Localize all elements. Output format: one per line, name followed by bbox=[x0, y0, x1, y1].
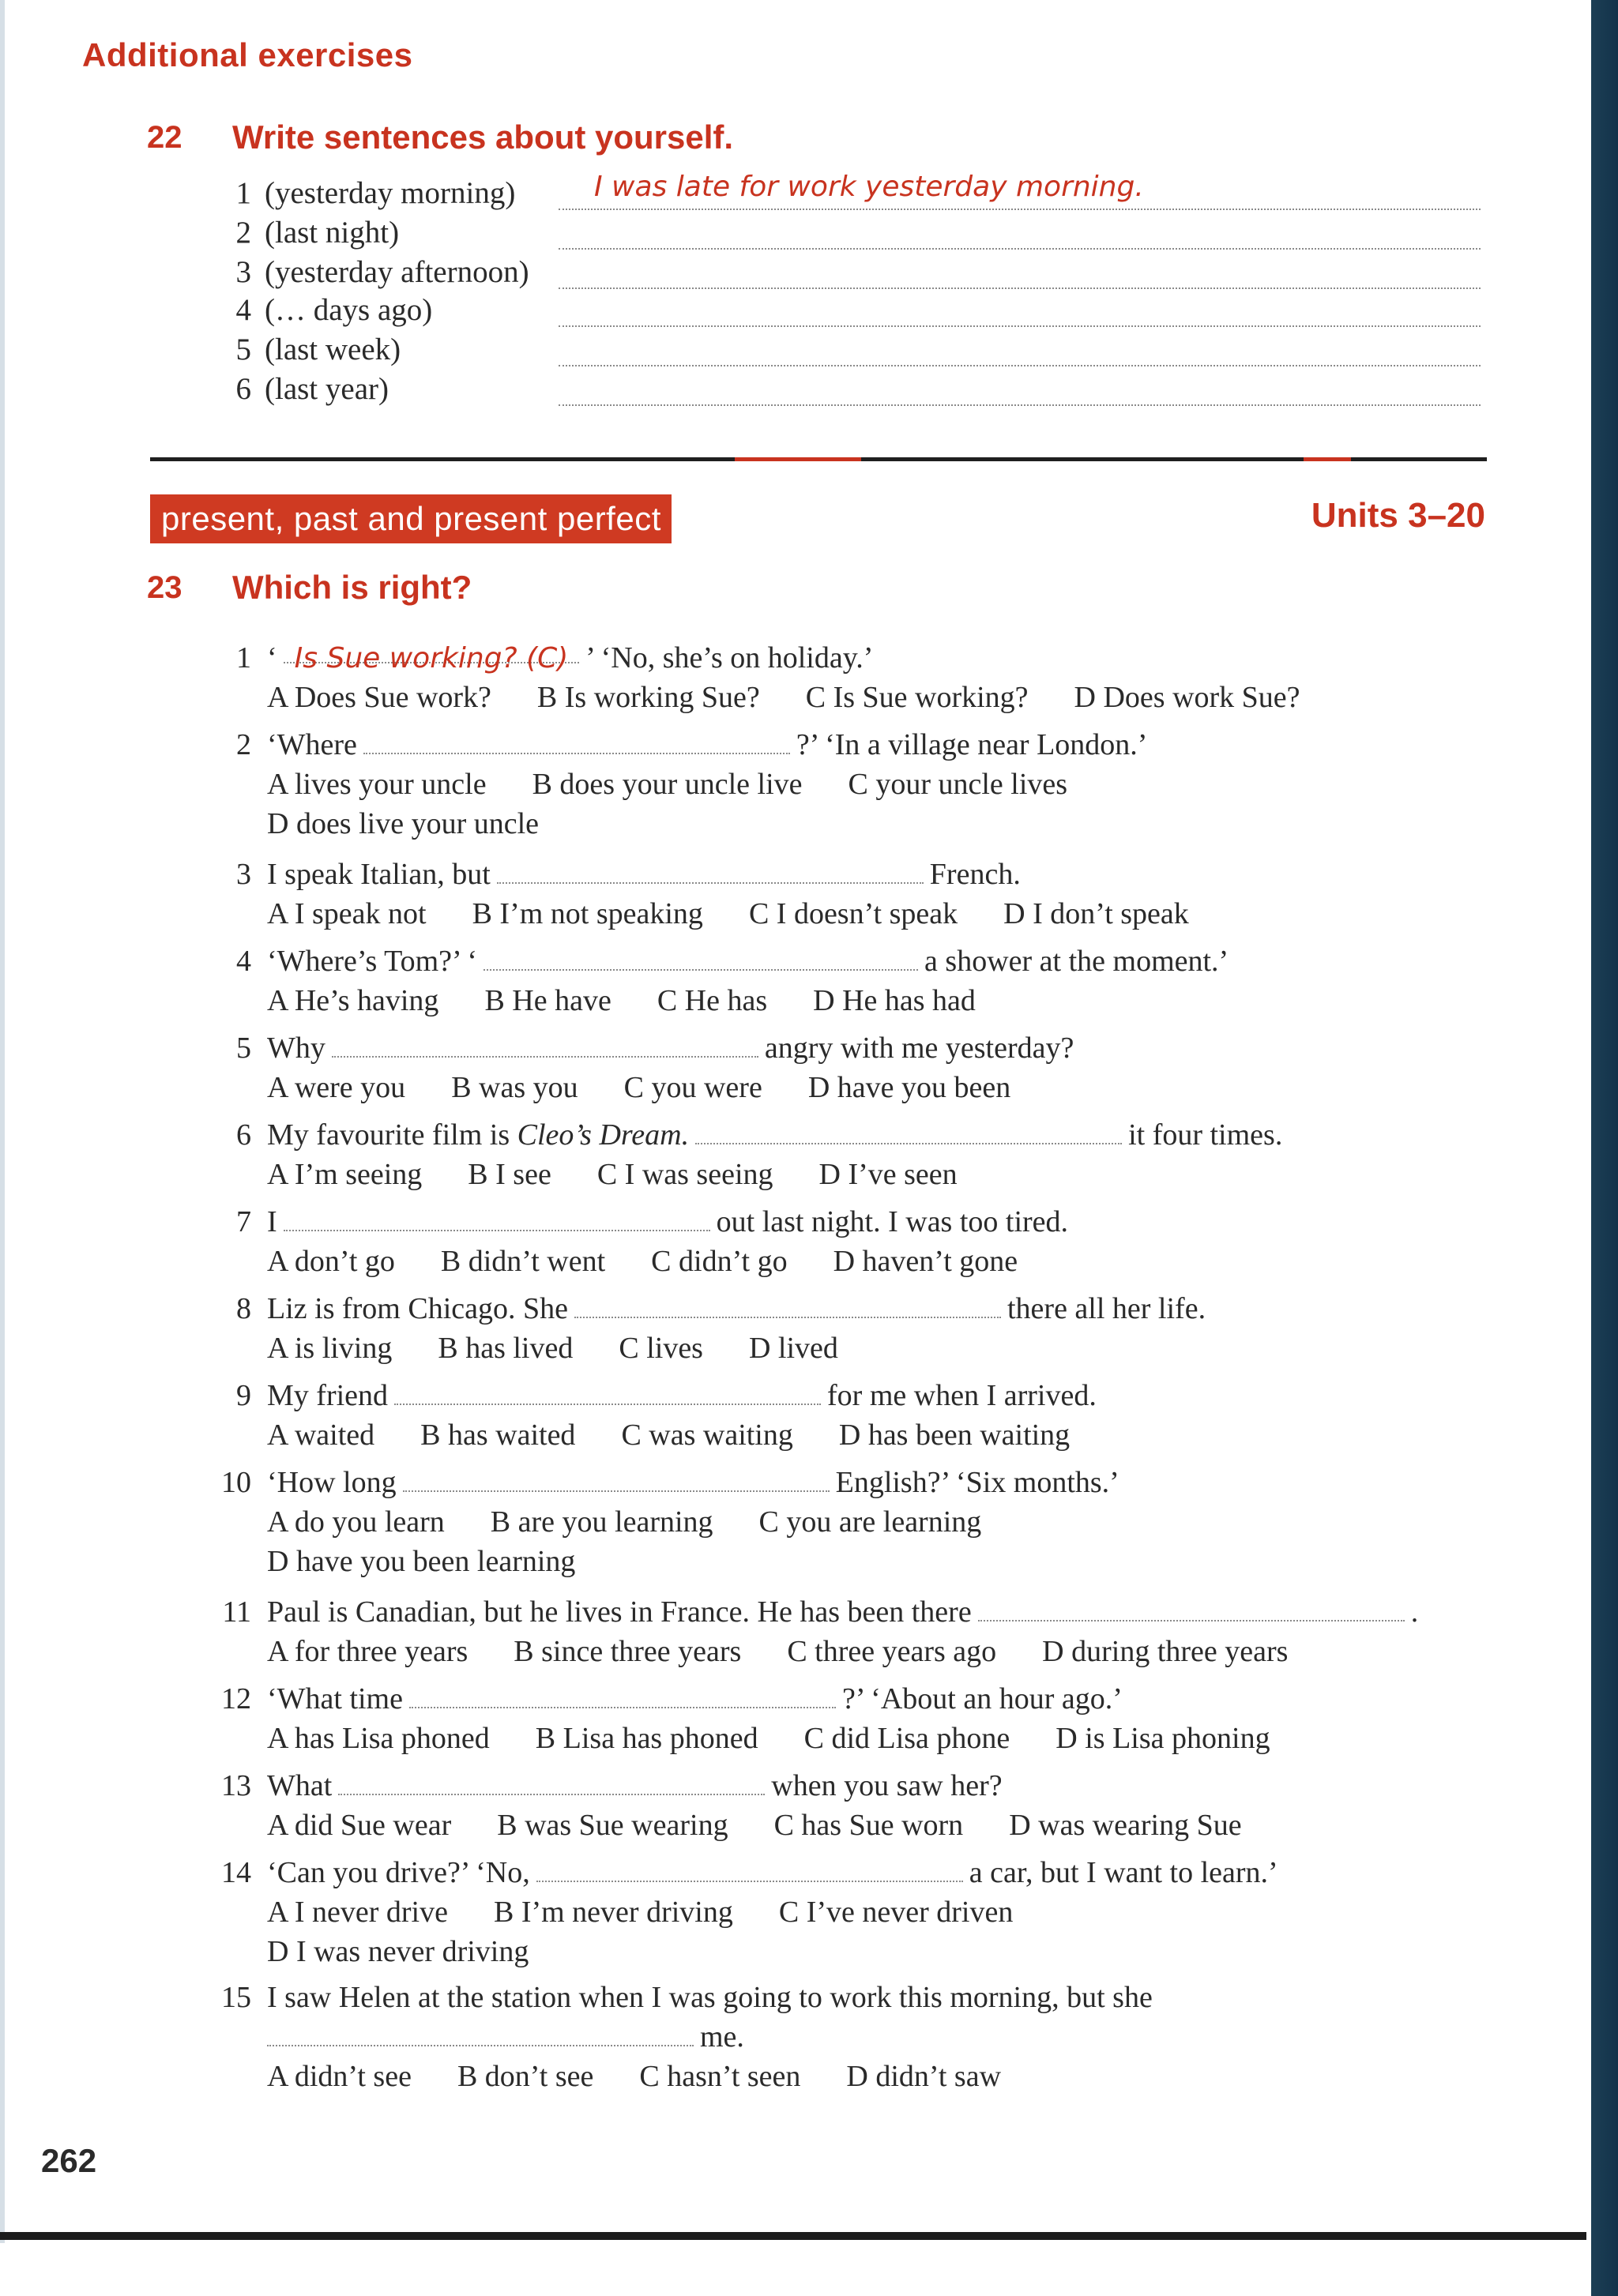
question-text-after: it four times. bbox=[1128, 1118, 1283, 1152]
question-number: 12 bbox=[221, 1682, 251, 1715]
option-d[interactable]: D I don’t speak bbox=[1003, 897, 1189, 930]
question-text-before: ‘How long bbox=[267, 1466, 397, 1499]
option-c[interactable]: C your uncle lives bbox=[848, 768, 1068, 801]
exercise-22-row bbox=[0, 171, 1618, 213]
question-text-after: there all her life. bbox=[1007, 1292, 1206, 1325]
option-d[interactable]: D is Lisa phoning bbox=[1055, 1722, 1270, 1755]
question-sentence-line2 bbox=[267, 2017, 744, 2057]
option-c[interactable]: C you are learning bbox=[758, 1505, 982, 1539]
answer-blank[interactable] bbox=[574, 1293, 1001, 1318]
item-number: 6 bbox=[235, 372, 251, 406]
answer-options bbox=[267, 1806, 1288, 1845]
option-d[interactable]: D has been waiting bbox=[838, 1419, 1071, 1452]
option-d[interactable]: D Does work Sue? bbox=[1074, 681, 1300, 714]
answer-options-line2 bbox=[267, 804, 585, 844]
page-header: Additional exercises bbox=[82, 36, 413, 73]
option-a[interactable]: A I never drive bbox=[267, 1896, 448, 1929]
option-c[interactable]: C I doesn’t speak bbox=[748, 897, 958, 930]
answer-blank[interactable] bbox=[332, 1032, 758, 1058]
exercise-22-row bbox=[0, 291, 1618, 330]
question-number: 7 bbox=[236, 1205, 251, 1238]
item-number: 1 bbox=[235, 176, 251, 210]
option-b[interactable]: B Lisa has phoned bbox=[535, 1722, 758, 1755]
option-c[interactable]: C was waiting bbox=[621, 1419, 793, 1452]
question-text-before: Paul is Canadian, but he lives in France. He has been there bbox=[267, 1595, 972, 1629]
option-d[interactable]: D during three years bbox=[1042, 1635, 1289, 1668]
prompt-text: (… days ago) bbox=[265, 293, 433, 327]
option-c[interactable]: C I’ve never driven bbox=[778, 1896, 1014, 1929]
answer-options bbox=[267, 1328, 884, 1368]
option-b[interactable]: B was Sue wearing bbox=[497, 1809, 728, 1842]
question-text-before: ‘Where’s Tom?’ ‘ bbox=[267, 945, 478, 978]
question-text-after: when you saw her? bbox=[771, 1769, 1003, 1802]
option-a[interactable]: A lives your uncle bbox=[267, 768, 487, 801]
option-c[interactable]: C didn’t go bbox=[651, 1245, 788, 1278]
option-d[interactable]: D was wearing Sue bbox=[1009, 1809, 1242, 1842]
option-c[interactable]: C three years ago bbox=[787, 1635, 997, 1668]
option-a[interactable]: A I speak not bbox=[267, 897, 427, 930]
option-b[interactable]: B are you learning bbox=[490, 1505, 713, 1539]
question-sentence bbox=[267, 1592, 1418, 1632]
answer-blank[interactable] bbox=[403, 1467, 830, 1492]
section-units: Units 3–20 bbox=[1311, 496, 1485, 535]
question-text-before: I bbox=[267, 1205, 277, 1238]
answer-line[interactable] bbox=[559, 216, 1481, 250]
option-a[interactable]: A for three years bbox=[267, 1635, 468, 1668]
item-number: 2 bbox=[235, 216, 251, 250]
answer-blank[interactable] bbox=[284, 1206, 710, 1231]
film-title: Cleo’s Dream. bbox=[517, 1118, 690, 1152]
bottom-rule bbox=[0, 2232, 1586, 2240]
answer-options bbox=[267, 1632, 1334, 1671]
option-a[interactable]: A I’m seeing bbox=[267, 1158, 423, 1191]
question-text-before: Why bbox=[267, 1032, 325, 1065]
option-c[interactable]: C has Sue worn bbox=[773, 1809, 964, 1842]
option-a[interactable]: A did Sue wear bbox=[267, 1809, 452, 1842]
exercise-22-row bbox=[0, 370, 1618, 409]
question-sentence bbox=[267, 1853, 1278, 1892]
answer-blank[interactable] bbox=[484, 945, 918, 971]
question-text-before: I saw Helen at the station when I was going to work this morning, but she bbox=[267, 1981, 1153, 2014]
question-sentence bbox=[267, 1978, 1153, 2017]
answer-options-line2 bbox=[267, 1542, 621, 1581]
prompt-text: (yesterday morning) bbox=[265, 176, 516, 210]
answer-blank[interactable] bbox=[409, 1683, 836, 1708]
question-sentence bbox=[267, 1289, 1206, 1328]
handwritten-answer: I was late for work yesterday morning. bbox=[594, 171, 1144, 203]
option-b[interactable]: B I see bbox=[468, 1158, 551, 1191]
question-number: 15 bbox=[221, 1981, 251, 2014]
question-text-before: ‘ bbox=[267, 641, 277, 675]
option-c[interactable]: C hasn’t seen bbox=[639, 2060, 801, 2093]
question-text-after: . bbox=[1410, 1595, 1419, 1629]
option-c[interactable]: C I was seeing bbox=[596, 1158, 773, 1191]
question-text-before: What bbox=[267, 1769, 333, 1802]
option-b[interactable]: B didn’t went bbox=[440, 1245, 606, 1278]
question-number: 5 bbox=[236, 1032, 251, 1065]
answer-line[interactable] bbox=[559, 256, 1481, 289]
question-text-after: ?’ ‘In a village near London.’ bbox=[796, 728, 1148, 761]
option-a[interactable]: A were you bbox=[267, 1071, 406, 1104]
answer-options bbox=[267, 678, 1346, 717]
answer-options bbox=[267, 1068, 1056, 1107]
option-a[interactable]: A do you learn bbox=[267, 1505, 445, 1539]
question-text-before: My favourite film is bbox=[267, 1118, 510, 1152]
option-b[interactable]: B don’t see bbox=[457, 2060, 594, 2093]
item-number: 3 bbox=[235, 255, 251, 289]
question-number: 9 bbox=[236, 1379, 251, 1412]
answer-blank[interactable] bbox=[695, 1119, 1122, 1144]
option-c[interactable]: C lives bbox=[619, 1332, 703, 1365]
answer-line[interactable] bbox=[559, 333, 1481, 366]
answer-blank[interactable] bbox=[363, 729, 790, 754]
section-tag: present, past and present perfect bbox=[150, 494, 672, 543]
exercise-23-number: 23 bbox=[147, 570, 182, 605]
option-b[interactable]: B has waited bbox=[420, 1419, 576, 1452]
answer-blank[interactable] bbox=[284, 638, 580, 675]
page-number: 262 bbox=[41, 2142, 97, 2179]
question-sentence bbox=[267, 1766, 1003, 1806]
option-a[interactable]: A has Lisa phoned bbox=[267, 1722, 490, 1755]
option-d[interactable]: D lived bbox=[748, 1332, 838, 1365]
answer-options bbox=[267, 894, 1235, 934]
option-b[interactable]: B He have bbox=[484, 984, 611, 1017]
option-c[interactable]: C did Lisa phone bbox=[803, 1722, 1010, 1755]
question-sentence bbox=[267, 1376, 1097, 1415]
question-text-after: English?’ ‘Six months.’ bbox=[835, 1466, 1119, 1499]
exercise-23-title: Which is right? bbox=[232, 569, 472, 606]
exercise-22-row bbox=[0, 213, 1618, 253]
question-sentence bbox=[267, 1463, 1119, 1502]
question-sentence bbox=[267, 638, 873, 678]
option-d[interactable]: D does live your uncle bbox=[267, 807, 540, 840]
option-d[interactable]: D haven’t gone bbox=[833, 1245, 1018, 1278]
answer-options bbox=[267, 1502, 1027, 1542]
answer-blank[interactable] bbox=[394, 1380, 821, 1405]
question-text-before: My friend bbox=[267, 1379, 389, 1412]
option-b[interactable]: B since three years bbox=[514, 1635, 742, 1668]
question-text-after: out last night. I was too tired. bbox=[716, 1205, 1069, 1238]
answer-options bbox=[267, 2057, 1047, 2096]
option-a[interactable]: A don’t go bbox=[267, 1245, 395, 1278]
option-a[interactable]: A didn’t see bbox=[267, 2060, 412, 2093]
answer-line[interactable] bbox=[559, 294, 1481, 327]
answer-blank[interactable] bbox=[978, 1596, 1405, 1621]
option-c[interactable]: C you were bbox=[623, 1071, 762, 1104]
question-sentence bbox=[267, 941, 1229, 981]
section-divider bbox=[150, 457, 1487, 461]
question-text-after: French. bbox=[929, 858, 1021, 891]
question-text-before: ‘Where bbox=[267, 728, 357, 761]
question-number: 6 bbox=[236, 1118, 251, 1152]
prompt-text: (last year) bbox=[265, 372, 389, 406]
prompt-text: (last night) bbox=[265, 216, 400, 250]
question-text-before: I speak Italian, but bbox=[267, 858, 491, 891]
question-sentence bbox=[267, 725, 1147, 765]
question-number: 11 bbox=[222, 1595, 251, 1629]
answer-blank[interactable] bbox=[338, 1770, 765, 1795]
question-sentence bbox=[267, 855, 1021, 894]
option-b[interactable]: B Is working Sue? bbox=[536, 681, 760, 714]
option-a[interactable]: A Does Sue work? bbox=[267, 681, 491, 714]
answer-blank[interactable] bbox=[267, 2021, 694, 2046]
answer-blank[interactable] bbox=[536, 1857, 963, 1882]
question-text-after: me. bbox=[700, 2020, 744, 2054]
question-text-before: Liz is from Chicago. She bbox=[267, 1292, 568, 1325]
answer-options bbox=[267, 1155, 1003, 1194]
option-a[interactable]: A waited bbox=[267, 1419, 375, 1452]
exercise-22-number: 22 bbox=[147, 120, 182, 155]
option-a[interactable]: A He’s having bbox=[267, 984, 439, 1017]
item-number: 4 bbox=[235, 293, 251, 327]
option-b[interactable]: B was you bbox=[451, 1071, 578, 1104]
option-d[interactable]: D I’ve seen bbox=[818, 1158, 958, 1191]
answer-options bbox=[267, 981, 1022, 1020]
answer-blank[interactable] bbox=[497, 859, 924, 884]
question-number: 4 bbox=[236, 945, 251, 978]
question-text-after: ?’ ‘About an hour ago.’ bbox=[841, 1682, 1123, 1715]
option-b[interactable]: B has lived bbox=[438, 1332, 574, 1365]
exercise-22-title: Write sentences about yourself. bbox=[232, 118, 734, 156]
answer-options-line2 bbox=[267, 1932, 574, 1971]
answer-options bbox=[267, 1242, 1063, 1281]
answer-line[interactable] bbox=[559, 373, 1481, 406]
prompt-text: (last week) bbox=[265, 333, 401, 366]
question-number: 10 bbox=[221, 1466, 251, 1499]
option-d[interactable]: D didn’t saw bbox=[846, 2060, 1002, 2093]
question-text-after: for me when I arrived. bbox=[827, 1379, 1097, 1412]
option-c[interactable]: C He has bbox=[657, 984, 768, 1017]
question-number: 1 bbox=[236, 641, 251, 675]
option-d[interactable]: D I was never driving bbox=[267, 1935, 529, 1968]
question-text-after: ’ ‘No, she’s on holiday.’ bbox=[585, 641, 874, 675]
answer-options bbox=[267, 1892, 1059, 1932]
question-sentence bbox=[267, 1202, 1068, 1242]
option-d[interactable]: D have you been bbox=[807, 1071, 1011, 1104]
question-number: 8 bbox=[236, 1292, 251, 1325]
answer-options bbox=[267, 1719, 1316, 1758]
option-a[interactable]: A is living bbox=[267, 1332, 393, 1365]
option-c[interactable]: C Is Sue working? bbox=[805, 681, 1029, 714]
question-text-before: ‘What time bbox=[267, 1682, 403, 1715]
question-sentence bbox=[267, 1115, 1282, 1155]
exercise-22-row bbox=[0, 330, 1618, 370]
question-number: 2 bbox=[236, 728, 251, 761]
question-number: 13 bbox=[221, 1769, 251, 1802]
question-number: 3 bbox=[236, 858, 251, 891]
option-b[interactable]: B does your uncle live bbox=[532, 768, 803, 801]
question-sentence bbox=[267, 1679, 1123, 1719]
answer-options bbox=[267, 765, 1113, 804]
handwritten-answer: Is Sue working? (C) bbox=[294, 642, 569, 675]
question-text-after: angry with me yesterday? bbox=[764, 1032, 1074, 1065]
question-text-after: a shower at the moment.’ bbox=[924, 945, 1229, 978]
item-number: 5 bbox=[235, 333, 251, 366]
option-d[interactable]: D He has had bbox=[813, 984, 976, 1017]
question-sentence bbox=[267, 1028, 1074, 1068]
prompt-text: (yesterday afternoon) bbox=[265, 255, 529, 289]
exercise-22-row bbox=[0, 253, 1618, 292]
option-b[interactable]: B I’m not speaking bbox=[472, 897, 703, 930]
question-text-after: a car, but I want to learn.’ bbox=[969, 1856, 1278, 1889]
question-number: 14 bbox=[221, 1856, 251, 1889]
option-d[interactable]: D have you been learning bbox=[267, 1545, 576, 1578]
question-text-before: ‘Can you drive?’ ‘No, bbox=[267, 1856, 530, 1889]
answer-options bbox=[267, 1415, 1116, 1455]
option-b[interactable]: B I’m never driving bbox=[493, 1896, 733, 1929]
